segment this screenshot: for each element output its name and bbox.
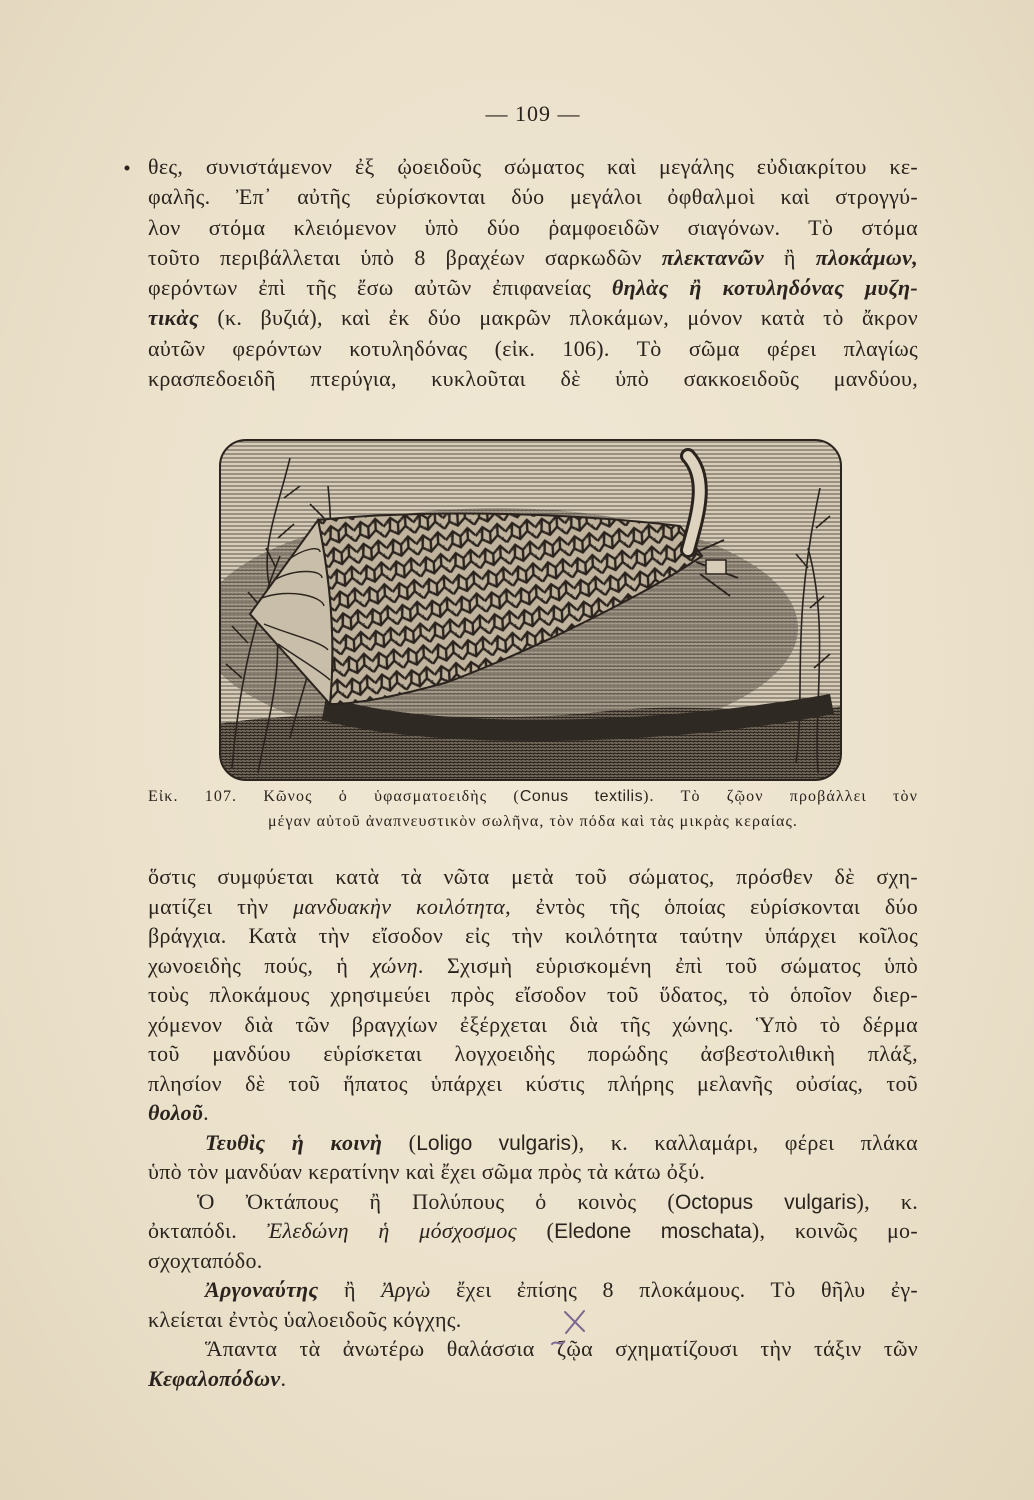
text-line — [148, 1305, 918, 1335]
text-line — [148, 1216, 918, 1246]
text-run: ), κ. καλλαμάρι, φέρει πλάκα — [571, 1129, 918, 1155]
text-line — [148, 1039, 918, 1069]
text-run: βράγχια. Κατὰ τὴν εἴσοδον εἰς τὴν κοιλότητα ταύτην ὑπάρχει κοῖλος — [148, 923, 918, 948]
text-line — [148, 951, 918, 981]
text-run: κλείεται ἐντὸς ὑαλοειδοῦς κόγχης. — [148, 1306, 462, 1332]
text-run: πλησίον δὲ τοῦ ἥπατος ὑπάρχει κύστις πλήρης μελανῆς οὐσίας, τοῦ — [148, 1070, 918, 1096]
emphasis-term: πλοκάμων, — [815, 244, 918, 270]
figure-caption — [148, 784, 918, 834]
emphasis-term: Κεφαλοπόδων — [148, 1365, 281, 1391]
text-run: τοῦ μανδύου εὑρίσκεται λογχοειδὴς πορώδης ἀσβεστολιθικὴ πλάξ, — [148, 1041, 918, 1066]
text-line — [148, 152, 918, 182]
emphasis-term: θολοῦ — [148, 1100, 204, 1125]
emphasis-term: θηλὰς ἢ κοτυληδόνας μυζη- — [611, 275, 918, 301]
caption-line: μέγαν αὐτοῦ ἀναπνευστικὸν σωλῆνα, τὸν πόδα καὶ τὰς μικρὰς κεραίας. — [268, 813, 798, 830]
text-line — [148, 1157, 918, 1187]
text-line — [148, 1010, 918, 1040]
text-run: ). Τὸ ζῷον προβάλλει τὸν — [643, 788, 918, 805]
text-line — [148, 182, 918, 212]
text-run: ), κ. — [856, 1188, 918, 1214]
text-run: φερόντων ἐπὶ τῆς ἔσω αὐτῶν ἐπιφανείας — [148, 275, 612, 301]
emphasis-term: τικὰς — [148, 305, 200, 331]
text-run: τοὺς πλοκάμους χρησιμεύει πρὸς εἴσοδον τοῦ ὕδατος, τὸ ὁποῖον διερ- — [148, 982, 918, 1007]
emphasis-term: Ἀργοναύτης — [205, 1277, 319, 1302]
text-line — [148, 1098, 918, 1128]
latin-name: Conus textilis — [519, 788, 644, 805]
emphasis-term: χώνη — [371, 952, 418, 978]
text-line — [148, 1128, 918, 1158]
text-run: ὑπὸ τὸν μανδύαν κερατίνην καὶ ἔχει σῶμα πρὸς τὰ κάτω ὀξύ. — [148, 1159, 706, 1184]
text-line — [148, 1246, 918, 1276]
text-run: Εἰκ. 107. Κῶνος ὁ ὑφασματοειδὴς ( — [148, 788, 520, 805]
text-run: ἢ — [763, 244, 816, 270]
text-line — [148, 862, 918, 892]
text-run: . Σχισμὴ εὑρισκομένη ἐπὶ τοῦ σώματος ὑπὸ — [417, 952, 918, 978]
emphasis-term: Ἀργὼ — [381, 1277, 431, 1302]
latin-name: Eledone moschata — [554, 1220, 752, 1243]
text-run: θες, συνιστάμενον ἐξ ᾠοειδοῦς σώματος καὶ μεγάλης εὐδιακρίτου κε- — [148, 154, 918, 179]
text-line — [148, 364, 918, 394]
text-run: λον στόμα κλειόμενον ὑπὸ δύο ῥαμφοειδῶν σιαγόνων. Τὸ στόμα — [148, 214, 918, 240]
text-run: χόμενον διὰ τῶν βραγχίων ἐξέρχεται διὰ τῆς χώνης. Ὑπὸ τὸ δέρμα — [148, 1011, 918, 1037]
text-line — [148, 1364, 918, 1394]
text-run: Ὁ Ὀκτάπους ἢ Πολύπους ὁ κοινὸς ( — [197, 1188, 675, 1214]
margin-dot — [125, 166, 130, 171]
text-run: τοῦτο περιβάλλεται ὑπὸ 8 βραχέων σαρκωδῶν — [148, 244, 662, 270]
text-run: σχοχταπόδο. — [148, 1247, 263, 1273]
emphasis-term: μανδυακὴν κοιλότητα — [293, 893, 506, 919]
text-run: ὅστις συμφύεται κατὰ τὰ νῶτα μετὰ τοῦ σώματος, πρόσθεν δὲ σχη- — [148, 864, 918, 889]
cone-shell-illustration — [218, 428, 843, 785]
text-line — [148, 303, 918, 333]
text-run: χωνοειδὴς πούς, ἡ — [148, 952, 372, 978]
emphasis-term: πλεκτανῶν — [661, 244, 764, 270]
text-run: . — [203, 1100, 209, 1125]
text-run: ἔχει ἐπίσης 8 πλοκάμους. Τὸ θῆλυ ἐγ- — [430, 1277, 918, 1302]
text-line — [148, 921, 918, 951]
text-run: φαλῆς. Ἐπ᾽ αὐτῆς εὑρίσκονται δύο μεγάλοι ὀφθαλμοὶ καὶ στρογγύ- — [148, 184, 918, 210]
text-run: ἢ — [318, 1277, 382, 1302]
text-line — [148, 273, 918, 303]
text-run: , ἐντὸς τῆς ὁποίας εὑρίσκονται δύο — [505, 893, 918, 919]
latin-name: Loligo vulgaris — [416, 1131, 572, 1155]
text-line — [148, 1275, 918, 1305]
text-run: ὀκταπόδι. — [148, 1218, 267, 1243]
text-run: ( — [516, 1218, 555, 1243]
text-run: κρασπεδοειδῆ πτερύγια, κυκλοῦται δὲ ὑπὸ σακκοειδοῦς μανδύου, — [148, 366, 918, 392]
text-run: Ἅπαντα τὰ ἀνωτέρω θαλάσσια ζῷα σχηματίζουσι τὴν τάξιν τῶν — [205, 1336, 918, 1361]
emphasis-term: Ἐλεδώνη ἡ μόσχοσμος — [266, 1218, 517, 1243]
page-number: — 109 — — [485, 101, 581, 126]
text-line — [148, 1187, 918, 1217]
paragraph-1 — [148, 152, 918, 394]
emphasis-term: Τευθὶς ἡ κοινὴ — [205, 1129, 383, 1155]
text-line — [148, 243, 918, 273]
text-line — [148, 980, 918, 1010]
text-run: ( — [382, 1129, 417, 1155]
text-run: . — [280, 1365, 287, 1391]
eye-stalk — [706, 560, 726, 574]
text-run: αὐτῶν φερόντων κοτυληδόνας (εἰκ. 106). Τὸ σῶμα φέρει πλαγίως — [148, 335, 918, 361]
body-text — [148, 862, 918, 1393]
latin-name: Octopus vulgaris — [674, 1190, 857, 1214]
text-line — [148, 213, 918, 243]
text-line — [148, 334, 918, 364]
text-line — [148, 1334, 918, 1364]
text-run: ματίζει τὴν — [148, 893, 294, 919]
text-run: ), κοινῶς μο- — [751, 1218, 918, 1243]
text-line — [148, 892, 918, 922]
caption-line — [148, 784, 918, 809]
text-run: (κ. βυζιά), καὶ ἐκ δύο μακρῶν πλοκάμων, μόνον κατὰ τὸ ἄκρον — [199, 305, 918, 331]
text-line — [148, 1069, 918, 1099]
